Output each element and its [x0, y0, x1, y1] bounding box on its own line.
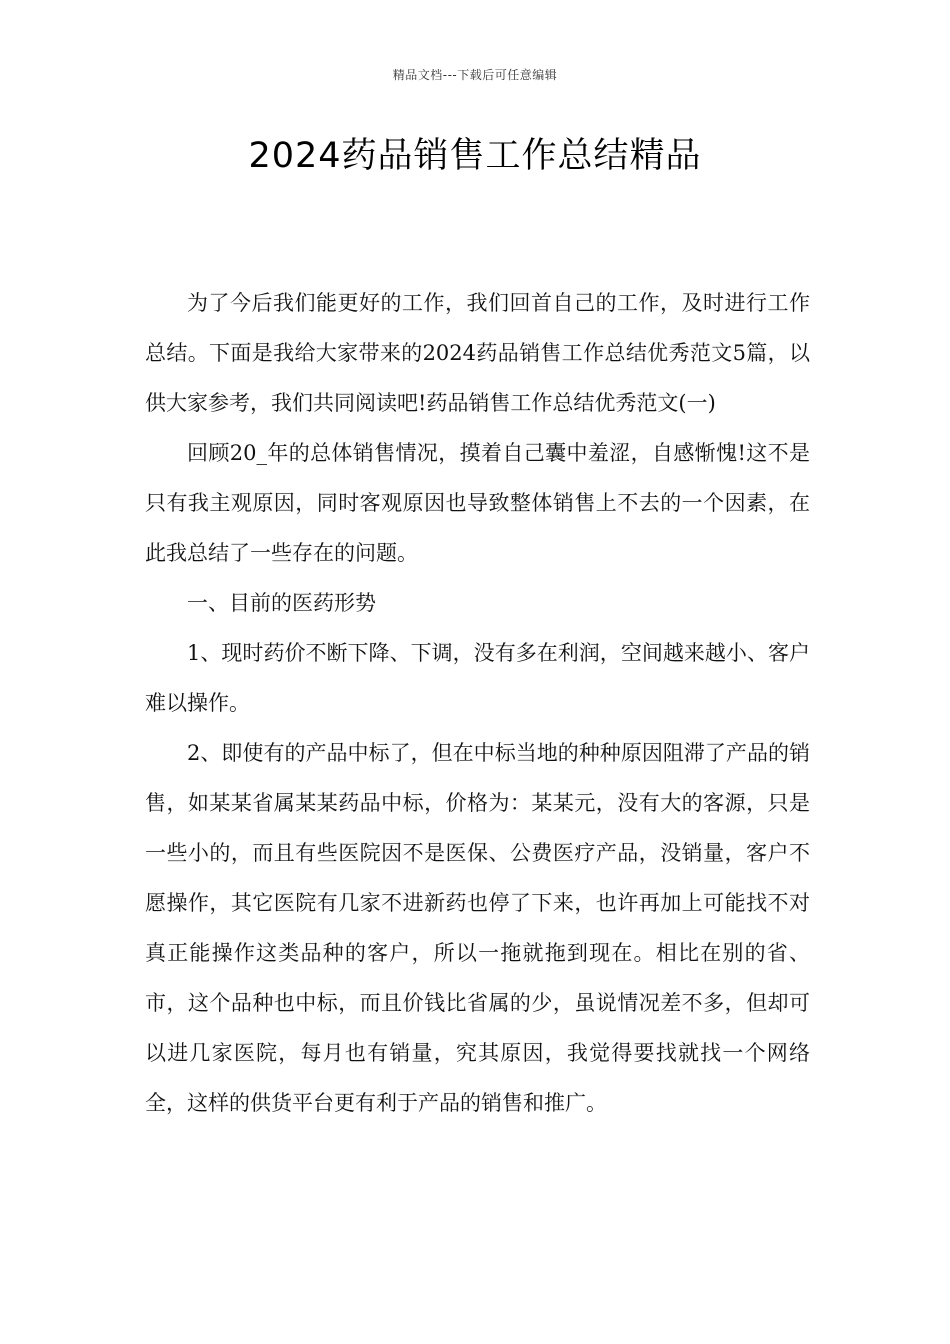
paragraph-review: 回顾20_年的总体销售情况，摸着自己囊中羞涩，自感惭愧!这不是只有我主观原因，同时客观原因也导致整体销售上不去的一个因素，在此我总结了一些存在的问题。 — [145, 441, 810, 565]
header-note: 精品文档---下载后可任意编辑 — [392, 68, 558, 82]
paragraph-point-1: 1、现时药价不断下降、下调，没有多在利润，空间越来越小、客户难以操作。 — [145, 641, 810, 715]
document-body — [145, 278, 810, 1128]
document-title: 2024药品销售工作总结精品 — [248, 136, 702, 176]
paragraph-point-2: 2、即使有的产品中标了，但在中标当地的种种原因阻滞了产品的销售，如某某省属某某药品中标，价格为：某某元，没有大的客源，只是一些小的，而且有些医院因不是医保、公费医疗产品，没销量，客户不愿操作，其它医院有几家不进新药也停了下来，也许再加上可能找不对真正能操作这类品种的客户，所以一拖就拖到现在。相比在别的省、市，这个品种也中标，而且价钱比省属的少，虽说情况差不多，但却可以进几家医院，每月也有销量，究其原因，我觉得要找就找一个网络全，这样的供货平台更有利于产品的销售和推广。 — [145, 741, 810, 1115]
paragraph-intro: 为了今后我们能更好的工作，我们回首自己的工作，及时进行工作总结。下面是我给大家带来的2024药品销售工作总结优秀范文5篇，以供大家参考，我们共同阅读吧!药品销售工作总结优秀范文(一) — [145, 291, 810, 415]
section-heading: 一、目前的医药形势 — [187, 591, 376, 615]
